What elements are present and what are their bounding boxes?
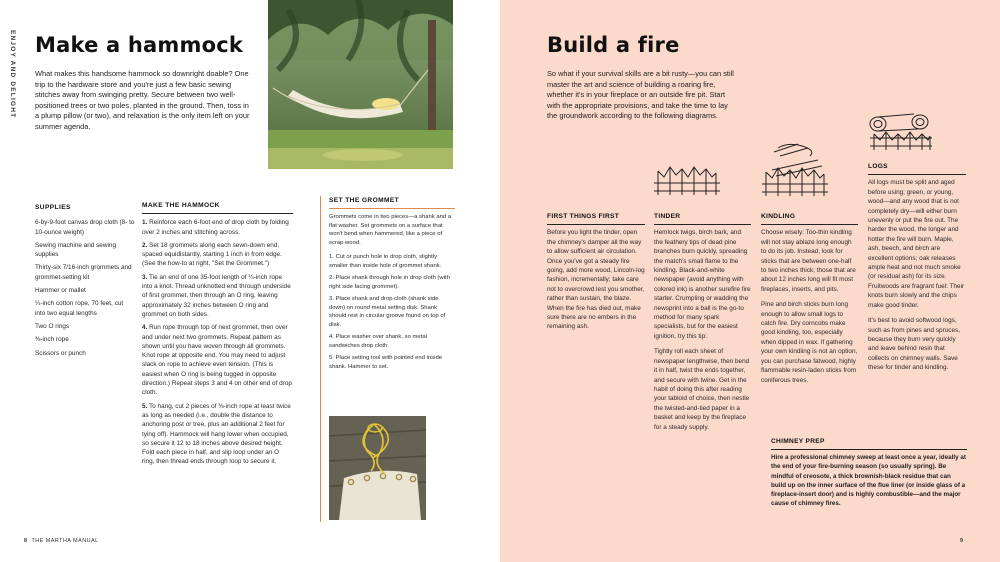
step-number: 5. xyxy=(329,355,334,362)
step-number: 1. xyxy=(329,254,334,261)
chimney-prep-text: Hire a professional chimney sweep at least once a year, ideally at the end of your fire-burning season (so usually spring). Be mindful of creosote, a thick brownish-black residue that can build up on the inner surface of the flue liner (or inside glass of a fireplace-insert door) and is highly combustible—and the major cause of chimney fires. xyxy=(771,454,966,508)
tinder-text: Hemlock twigs, birch bark, and the feathery tips of dead pine branches burn quickly, spreading the match's small flame to the kindling. Black-and-white newspaper (avoid anything with colored ink) is another surefire fire starter. Crumpling or wadding the newsprint into a ball is the go-to method for many spark specialists, but for the easiest ignition, try this tip: xyxy=(654,229,751,340)
hammock-intro: What makes this handsome hammock so downright doable? One trip to the hardware store and you're just a few basic sewing stitches away from swinging pretty. Secure between two well-positioned trees or two poles, planted in the ground. Then, toss in a plump pillow (or two), and relaxation is the only item left on your summer agenda. xyxy=(35,69,250,131)
kindling-text: Pine and birch sticks burn long enough to allow small logs to catch fire. Dry corncobs make good kindling, too, especially when dipped in wax. If gathering your own kindling is not an option, you can purchase fatwood, highly flammable resin-laden sticks from coniferous trees. xyxy=(761,301,858,384)
page-number: 8 xyxy=(24,538,28,544)
first-things-text: Before you light the tinder, open the chimney's damper all the way to allow sufficient air circulation. Once you've got a steady fire going, add more wood, Lincoln-log fashion, incrementally; take care not to overcrowd lest you smother, rather than sustain, the blaze. When the fire has died out, make sure there are no embers in the remaining ash. xyxy=(547,229,645,331)
supply-item: Two O rings xyxy=(35,322,70,330)
step-text: Cut or punch hole in drop cloth, slightly smaller than inside hole of grommet shank. xyxy=(329,254,442,269)
book-title: THE MARTHA MANUAL xyxy=(31,538,99,544)
left-footer xyxy=(24,538,99,544)
step-text: Run rope through top of next grommet, then over and under next two grommets. Repeat pattern as shown until you have woven through all grommets. Knot rope at opposite end. You may need to adjust slack on rope to achieve even tension. (This is easiest when O ring is being tugged in opposite direction.) Repeat steps 3 and 4 on other end of drop cloth. xyxy=(142,324,292,397)
page-number: 9 xyxy=(960,538,964,544)
fire-intro: So what if your survival skills are a bit rusty—you can still master the art and science of building a roaring fire, whether it's in your fireplace or an outside fire pit. Start with the appropriate provisions, and take the time to lay the groundwork according to the following diagrams. xyxy=(547,69,734,121)
grommet-step xyxy=(329,295,455,329)
step-number: 1. xyxy=(142,219,148,227)
logs-text: All logs must be split and aged before using; green, or young, wood—and any wood that is not completely dry—will either burn unevenly or put the fire out. The harder the wood, the longer and hotter the fire will burn. Maple, ash, beech, and birch are excellent options; oak releases ample heat and not much smoke (or residual ash) for its size. Fruitwoods are fragrant fuel: Their knots burn slowly and the chips make good tinder. xyxy=(868,179,965,309)
logs-column xyxy=(868,162,966,379)
grommet-step xyxy=(329,274,455,291)
supply-item: Thirty-six 7/16-inch grommets and grommet-setting kit xyxy=(35,264,132,281)
side-label xyxy=(4,30,18,190)
logs-text: It's best to avoid softwood logs, such as from pines and spruces, because they burn very quickly and leave behind resin that collects on chimney walls. Save these for tinder and kindling. xyxy=(868,317,960,372)
supply-item: Scissors or punch xyxy=(35,349,86,357)
first-things-heading: FIRST THINGS FIRST xyxy=(547,212,645,225)
supply-item: ⅜-inch rope xyxy=(35,336,69,344)
tinder-illustration-icon xyxy=(650,157,724,197)
hammock-step xyxy=(142,402,293,467)
side-label-text: ENJOY AND DELIGHT xyxy=(9,30,16,119)
grommet-step xyxy=(329,253,455,270)
grommet-column xyxy=(329,196,455,375)
chimney-prep-box xyxy=(771,437,967,508)
logs-illustration-icon xyxy=(864,108,938,152)
step-text: Place shank through hole in drop cloth (with right side facing grommet). xyxy=(329,275,450,290)
hammock-step xyxy=(142,241,293,269)
step-text: Place washer over shank, so metal sandwiches drop cloth. xyxy=(329,334,427,349)
supply-item: Sewing machine and sewing supplies xyxy=(35,241,116,259)
supplies-list xyxy=(35,218,135,358)
make-hammock-heading: MAKE THE HAMMOCK xyxy=(142,201,293,214)
step-number: 2. xyxy=(329,275,334,282)
supplies-heading: SUPPLIES xyxy=(35,204,71,211)
step-text: Tie an end of one 35-foot length of ¼-inch rope into a knot. Thread unknotted end through underside of first grommet, then through an O ring, leaving approximately 32 inches between O ring and grommet on both sides. xyxy=(142,273,291,318)
column-divider xyxy=(320,196,321,522)
rope-grommet-photo xyxy=(329,416,426,520)
step-text: Reinforce each 6-foot end of drop cloth by folding over 2 inches and stitching across. xyxy=(142,219,289,236)
right-page xyxy=(500,0,1000,562)
step-text: Place setting tool with pointed end inside shank. Hammer to set. xyxy=(329,355,442,370)
first-things-column xyxy=(547,212,645,338)
step-number: 2. xyxy=(142,241,148,249)
step-number: 4. xyxy=(329,334,334,341)
logs-heading: LOGS xyxy=(868,162,966,175)
tinder-heading: TINDER xyxy=(654,212,751,225)
step-text: Set 18 grommets along each sewn-down end, spaced equidistantly, starting 1 inch in from edge. (See the how-to at right, "Set the Grommet.") xyxy=(142,241,282,268)
tinder-column xyxy=(654,212,751,438)
step-number: 3. xyxy=(329,296,334,303)
fire-title: Build a fire xyxy=(547,33,680,57)
hammock-title: Make a hammock xyxy=(35,33,244,57)
step-number: 4. xyxy=(142,324,148,332)
make-hammock-column xyxy=(142,201,293,471)
grommet-heading: SET THE GROMMET xyxy=(329,196,455,209)
step-text: Place shank and drop cloth (shank side down) on round metal setting disk. Shank should rest in circular groove found on top of disk. xyxy=(329,296,446,328)
supplies-column xyxy=(35,203,135,362)
step-number: 3. xyxy=(142,273,148,281)
tinder-text: Tightly roll each sheet of newspaper lengthwise, then bend it in half, twist the ends together, and secure with twine. Get in the habit of doing this after reading your tabloid of choice, then nestle the twisted-and-tied paper in a basket and keep by the fireplace for a steady supply. xyxy=(654,348,750,431)
supply-item: Hammer or mallet xyxy=(35,287,86,295)
grommet-step xyxy=(329,333,455,350)
hammock-photo xyxy=(268,0,453,169)
kindling-text: Choose wisely: Too-thin kindling will not stay ablaze long enough to do its job. Instead, look for sticks that are between one-half to two inches thick; those that are about 12 inches long will fit most fireplaces, inserts, and pits. xyxy=(761,229,856,293)
right-footer xyxy=(960,538,964,544)
hammock-step xyxy=(142,323,293,397)
chimney-prep-heading: CHIMNEY PREP xyxy=(771,437,967,450)
hammock-photo-image xyxy=(268,0,453,169)
grommet-step xyxy=(329,354,455,371)
hammock-step xyxy=(142,218,293,237)
step-number: 5. xyxy=(142,402,148,410)
kindling-heading: KINDLING xyxy=(761,212,858,225)
kindling-illustration-icon xyxy=(758,140,832,198)
hammock-step xyxy=(142,273,293,319)
rope-grommet-image xyxy=(329,416,426,520)
kindling-column xyxy=(761,212,858,391)
grommet-intro: Grommets come in two pieces—a shank and a flat washer. Set grommets on a surface that won't bend when hammered, like a piece of scrap wood. xyxy=(329,214,452,246)
supply-item: 6-by-9-foot canvas drop cloth (8- to 10-ounce weight) xyxy=(35,219,135,236)
supply-item: ¼-inch cotton rope, 70 feet, cut into two equal lengths xyxy=(35,300,124,317)
step-text: To hang, cut 2 pieces of ⅜-inch rope at least twice as long as needed (i.e., double the distance to anchoring post or tree, plus an additional 2 feet for tying off). Hammock will hang lower when occupied, so secure it 12 to 18 inches above desired height. Fold each piece in half, and slip loop under an O ring, then thread ends through loop to secure it. xyxy=(142,402,291,466)
